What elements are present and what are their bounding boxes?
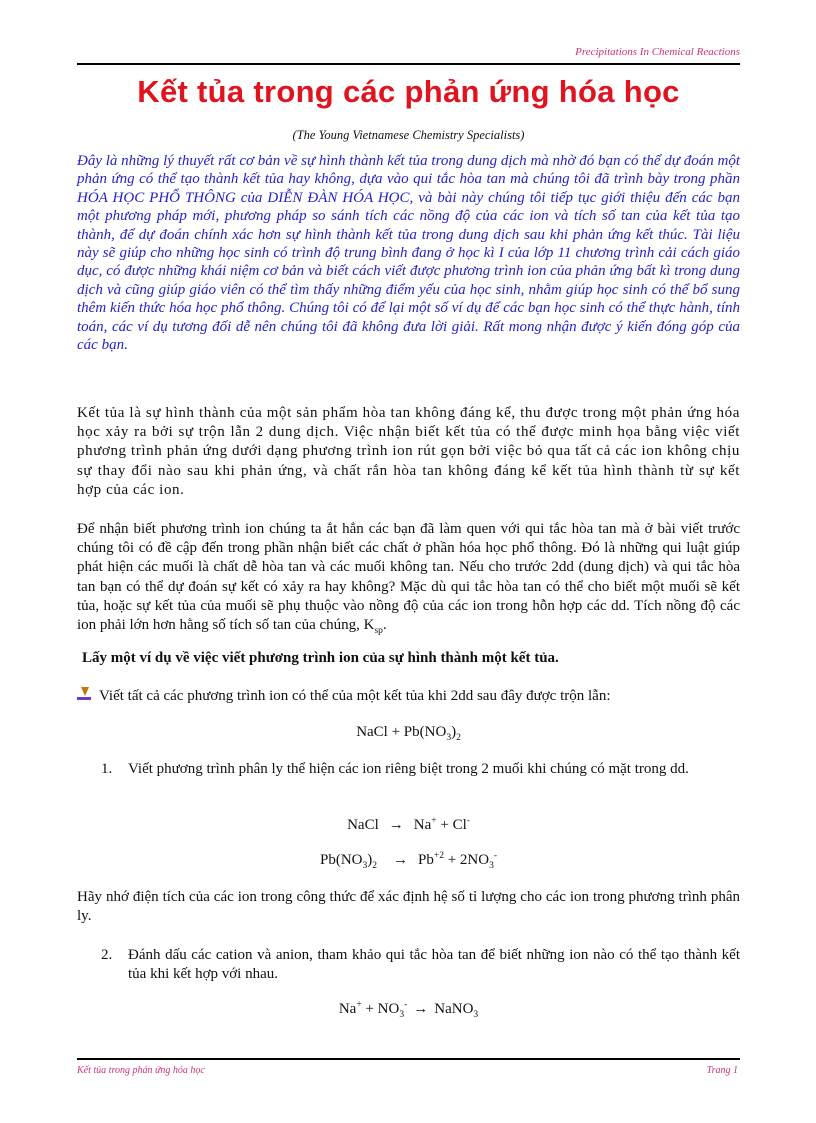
footer-rule — [77, 1058, 740, 1060]
eq-part: Pb(NO — [319, 852, 363, 868]
step-1 — [101, 760, 740, 779]
down-arrow-bullet-icon — [77, 687, 91, 701]
eq-sup: - — [404, 1000, 408, 1010]
paragraph-1: Kết tủa là sự hình thành của một sản phẩm hòa tan không đáng kể, thu được trong một phản ứng hóa học xảy ra bởi sự trộn lẫn 2 dung dịch. Việc nhận biết kết tủa có thể được minh họa bằng việc viết phương trình phản ứng dưới dạng phương trình ion rút gọn bởi việc bỏ qua tất cả các ion không chịu sự thay đổi nào sau khi phản ứng, và chất rắn hòa tan không đáng kể kết tủa hình thành từ sự kết hợp của các ion. — [77, 405, 740, 498]
eq-sup: - — [493, 851, 497, 861]
eq-part: Pb — [418, 852, 434, 868]
page-subtitle: (The Young Vietnamese Chemistry Specialists) — [292, 128, 525, 142]
eq-sub: 2 — [372, 861, 377, 871]
eq-sup: +2 — [433, 851, 444, 861]
eq-sub: 3 — [489, 861, 494, 871]
eq-part: ) — [367, 852, 373, 868]
eq-part: + NO — [361, 1001, 400, 1017]
eq-sub: 3 — [446, 733, 452, 743]
eq-sup: - — [466, 816, 470, 826]
page-title: Kết tủa trong các phản ứng hóa học — [137, 74, 680, 109]
eq-sub: 2 — [456, 733, 461, 743]
step-text: Viết phương trình phân ly thể hiện các ion riêng biệt trong 2 muối khi chúng có mặt trong dd. — [128, 761, 689, 777]
section-heading: Lấy một ví dụ về việc viết phương trình ion của sự hình thành một kết tủa. — [82, 650, 559, 666]
eq-sub: 3 — [362, 861, 368, 871]
eq-sup: + — [356, 1000, 362, 1010]
eq-sup: + — [431, 816, 437, 826]
paragraph-3: Hãy nhớ điện tích của các ion trong công thức để xác định hệ số tỉ lượng cho các ion trong phương trình phân ly. — [77, 889, 740, 925]
eq-part: Na — [338, 1001, 357, 1017]
paragraph-2-end: . — [382, 617, 387, 634]
step-number: 1. — [101, 761, 113, 777]
step-number: 2. — [101, 947, 113, 963]
paragraph-2-text: Để nhận biết phương trình ion chúng ta ắt hẳn các bạn đã làm quen với qui tắc hòa tan mà ở bài viết trước chúng tôi có đề cập đến trong phần nhận biết các chất ở phần hóa học phổ thông. Đó là những qui luật giúp phát hiện các muối là chất dễ hòa tan và các muối không tan. Nếu cho trước 2dd (dung dịch) và qui tắc hòa tan bạn có thể dự đoán sự kết có xảy ra hay không? Mặc dù qui tắc hòa tan có thể cho biết một muối sẽ kết tủa, hoặc sự kết tủa của muối sẽ phụ thuộc vào nồng độ của các ion trong hỗn hợp các dd. Tích nồng độ các ion phải lớn hơn hằng số tích số tan của chúng, K — [77, 521, 740, 634]
reaction-arrow: → — [388, 817, 404, 833]
eq-part: NaCl + Pb(NO — [356, 724, 447, 740]
step-2 — [101, 946, 740, 984]
eq-sub: 3 — [473, 1010, 479, 1020]
eq-part: ) — [451, 724, 457, 740]
paragraph-2 — [77, 520, 740, 641]
eq-part: NaCl — [347, 817, 379, 833]
intro-paragraph: Đây là những lý thuyết rất cơ bản về sự hình thành kết tủa trong dung dịch mà nhờ đó bạn có thể dự đoán một phản ứng có thể tạo thành kết tủa hay không, dựa vào qui tắc hòa tan mà chúng tôi đã trình bày trong phần HÓA HỌC PHỔ THÔNG của DIỄN ĐÀN HÓA HỌC, và bài này chúng tôi tiếp tục giới thiệu đến các bạn một phương pháp mới, phương pháp so sánh tích các nồng độ của các ion và tích số tan của kết tủa tạo thành, để dự đoán chính xác hơn sự hình thành kết tủa trong dung dịch sau khi phản ứng kết thúc. Tài liệu này sẽ giúp cho những học sinh có trình độ trung bình đang ở học kì I của lớp 11 chương trình cải cách giáo dục, có được những khái niệm cơ bản và biết cách viết được phương trình ion của phản ứng bất kì trong dung dịch và cũng giúp giáo viên có thể tìm thấy những điểm yếu của học sinh, nhằm giúp học sinh có thể bổ sung thêm kiến thức hóa học phổ thông. Chúng tôi có để lại một số ví dụ để các bạn học sinh có thể thực hành, tính toán, các ví dụ tương đối dễ nên chúng tôi đã không đưa lời giải. Rất mong nhận được ý kiến đóng góp của các bạn. — [77, 153, 740, 354]
running-header: Precipitations In Chemical Reactions — [575, 46, 740, 58]
ksp-subscript: sp — [374, 626, 383, 637]
eq-part: Na — [413, 817, 432, 833]
bullet-item — [77, 687, 611, 705]
equation-combination — [77, 1000, 740, 1020]
header-rule — [77, 63, 740, 65]
bullet-text: Viết tất cả các phương trình ion có thể của một kết tủa khi 2dd sau đây được trộn lẫn: — [99, 688, 611, 704]
eq-part: + 2NO — [443, 852, 490, 868]
eq-sub: 3 — [399, 1010, 405, 1020]
eq-part: + Cl — [436, 817, 467, 833]
page-number: Trang 1 — [706, 1065, 738, 1076]
equation-dissociation-nacl — [77, 816, 740, 834]
equation-dissociation-pbno3 — [77, 851, 740, 871]
footer-title: Kết tủa trong phản ứng hóa học — [77, 1065, 205, 1076]
step-text: Đánh dấu các cation và anion, tham khảo qui tắc hòa tan để biết những ion nào có thể tạo thành kết tủa khi kết hợp với nhau. — [128, 947, 740, 983]
reaction-arrow: → — [413, 1001, 429, 1017]
equation-reactants — [77, 724, 740, 743]
reaction-arrow: → — [393, 852, 408, 868]
eq-part: NaNO — [434, 1001, 474, 1017]
